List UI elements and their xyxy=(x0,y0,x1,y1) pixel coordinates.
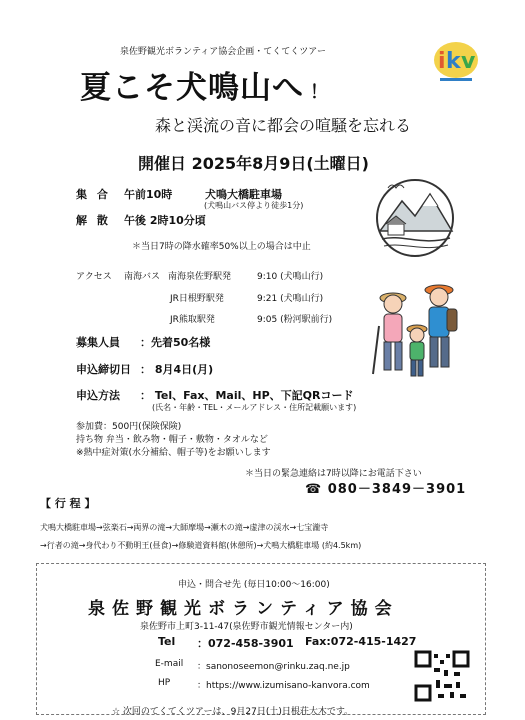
hiking-family-illustration xyxy=(367,276,467,388)
hp-label: HP xyxy=(158,678,171,688)
contact-heading: 申込・問合せ先 (毎日10:00～16:00) xyxy=(178,580,330,590)
svg-text:i: i xyxy=(438,49,446,74)
tel-label: Tel xyxy=(158,635,176,648)
access-time-3: 9:05 (粉河駅前行) xyxy=(257,315,333,325)
apply-label: 申込方法 xyxy=(76,389,120,402)
email-value[interactable]: ：sanonoseemon@rinku.zaq.ne.jp xyxy=(197,662,350,672)
page-title: 夏こそ犬鳴山へ ！ xyxy=(80,70,329,106)
itinerary-line-1: 犬鳴大橋駐車場→弦楽石→両界の滝→大師摩場→瀬木の滝→虚津の渓水→七宝瀧寺 xyxy=(40,523,329,532)
dismiss-time: 午後 2時10分頃 xyxy=(124,214,206,227)
event-date: 開催日 2025年8月9日(土曜日) xyxy=(138,154,369,173)
deadline-label: 申込締切日 xyxy=(76,363,131,376)
contact-org: 泉佐野観光ボランティア協会 xyxy=(88,599,399,619)
access-station-3: JR熊取駅発 xyxy=(170,315,215,325)
heatstroke-line: ※熱中症対策(水分補給、帽子等)をお願いします xyxy=(76,448,271,458)
next-tour-note: ☆ 次回のてくてくツアーは、9月27日(土)日根荘大木です。 xyxy=(112,707,354,717)
access-label: アクセス xyxy=(76,272,112,282)
itinerary-line-2: →行者の滝→身代わり不動明王(昼食)→修験道資料館(休憩所)→犬鳴大橋駐車場 (約4.5km) xyxy=(40,541,362,550)
meeting-place: 犬鳴大橋駐車場 xyxy=(205,188,282,201)
meeting-label: 集 合 xyxy=(76,188,111,201)
email-label: E-mail xyxy=(155,659,184,669)
mountain-illustration xyxy=(372,176,458,264)
phone-note: ＊当日の緊急連絡は7時以降にお電話下さい xyxy=(245,469,422,479)
access-station-2: JR日根野駅発 xyxy=(170,294,224,304)
meeting-time: 午前10時 xyxy=(124,188,173,201)
access-bus: 南海バス xyxy=(124,272,161,282)
svg-text:v: v xyxy=(461,49,476,74)
belongings-line: 持ち物 弁当・飲み物・帽子・敷物・タオルなど xyxy=(76,435,268,445)
organizer-line: 泉佐野観光ボランティア協会企画・てくてくツアー xyxy=(120,47,327,57)
itinerary-label: 【 行 程 】 xyxy=(40,497,96,510)
apply-note: (氏名・年齢・TEL・メールアドレス・住所記載願います) xyxy=(152,403,357,412)
dismiss-label: 解 散 xyxy=(76,214,111,227)
meeting-note: (犬鳴山バス停より徒歩1分) xyxy=(204,201,304,210)
qr-code-icon[interactable] xyxy=(414,650,470,706)
capacity-label: 募集人員 xyxy=(76,336,120,349)
svg-text:k: k xyxy=(446,49,461,74)
contact-address: 泉佐野市上町3-11-47(泉佐野市観光情報センター内) xyxy=(140,622,353,632)
access-time-2: 9:21 (犬鳴山行) xyxy=(257,294,324,304)
fax-value: Fax:072-415-1427 xyxy=(305,635,417,648)
deadline-value: ： 8月4日(月) xyxy=(140,363,214,376)
access-time-1: 9:10 (犬鳴山行) xyxy=(257,272,324,282)
emergency-phone: ☎ 080－3849－3901 xyxy=(305,482,467,497)
capacity-value: ：先着50名様 xyxy=(140,336,211,349)
access-station-1: 南海泉佐野駅発 xyxy=(168,272,232,282)
apply-value: ： Tel、Fax、Mail、HP、下記QRコード xyxy=(140,389,354,402)
fee-line: 参加費：500円(保険保険) xyxy=(76,422,182,432)
cancel-note: ＊当日7時の降水確率50%以上の場合は中止 xyxy=(132,242,311,252)
hp-link[interactable]: ：https://www.izumisano-kanvora.com xyxy=(197,681,370,691)
tel-value: ：072-458-3901 xyxy=(197,637,294,650)
ikv-logo xyxy=(430,38,482,90)
subtitle: 森と渓流の音に都会の喧騒を忘れる xyxy=(155,116,412,135)
